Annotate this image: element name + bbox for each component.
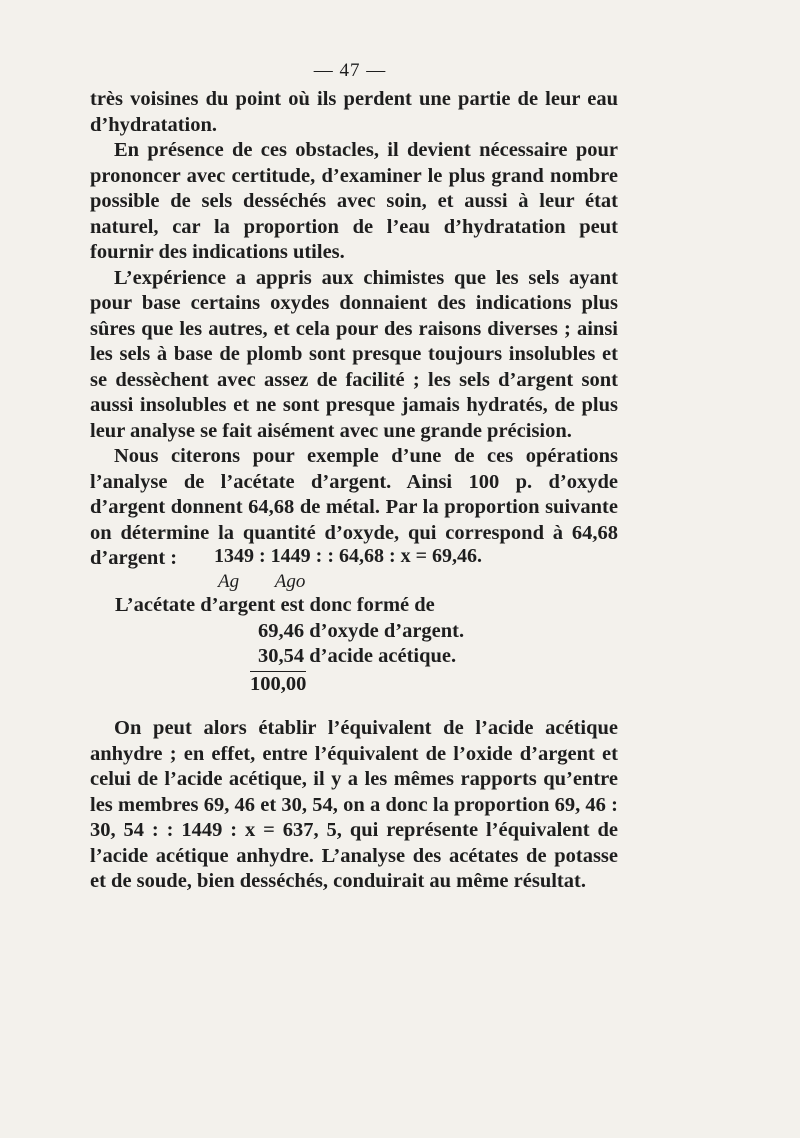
formula-labels — [218, 571, 305, 593]
page-number: — 47 — — [313, 60, 387, 81]
text-block-top — [90, 87, 618, 572]
proportion-formula: 1349 : 1449 : : 64,68 : x = 69,46. — [214, 545, 483, 567]
composition-line-acid: 30,54 d’acide acétique. — [258, 645, 457, 667]
paragraph-3: L’expérience a appris aux chimistes que les sels ayant pour base certains oxydes donnaient des indications plus sûres que les autres, et cela pour des raisons diverses ; ainsi les sels à base de plomb sont presque toujours insolubles et se dessèchent avec assez de facilité ; les sels d’argent sont aussi insolubles et ne sont presque jamais hydratés, de plus leur analyse se fait aisément avec une grande précision. — [90, 266, 618, 442]
composition-line-oxide: 69,46 d’oxyde d’argent. — [258, 620, 465, 642]
formula-label-ago: Ago — [274, 571, 306, 592]
paragraph-4: Nous citerons pour exemple d’une de ces opérations l’analyse de l’acétate d’argent. Ainsi 100 p. d’oxyde d’argent donnent 64,68 de métal. Par la proportion suivante on détermine la quantité d’oxyde, qui correspond à 64,68 d’argent : — [90, 445, 618, 569]
sum-rule — [250, 671, 306, 672]
composition-total: 100,00 — [250, 673, 307, 695]
formula-label-ag: Ag — [218, 571, 240, 592]
paragraph-5: On peut alors établir l’équivalent de l’acide acétique anhydre ; en effet, entre l’équivalent de l’oxide d’argent et celui de l’acide acétique, il y a les mêmes rapports qu’entre les membres 69, 46 et 30, 54, on a donc la proportion 69, 46 : 30, 54 : : 1449 : x = 637, 5, qui représente l’équivalent de l’acide acétique anhydre. L’analyse des acétates de potasse et de soude, bien desséchés, conduirait au même résultat. — [90, 717, 618, 892]
paragraph-2: En présence de ces obstacles, il devient nécessaire pour prononcer avec certitude, d’examiner le plus grand nombre possible de sels desséchés avec soin, et aussi à leur état naturel, car la proportion de l’eau d’hydratation peut fournir des indications utiles. — [90, 139, 618, 263]
text-block-bottom — [90, 716, 618, 895]
composition-sentence: L’acétate d’argent est donc formé de — [115, 594, 435, 616]
paragraph-1: très voisines du point où ils perdent une partie de leur eau d’hydratation. — [90, 88, 618, 136]
